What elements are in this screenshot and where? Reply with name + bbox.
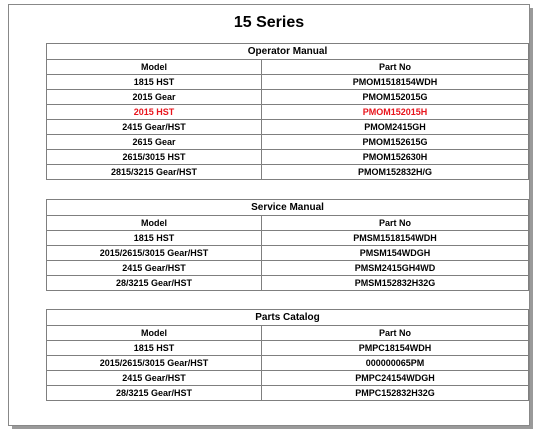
- service-manual-table: [46, 199, 529, 291]
- table-row: [47, 246, 529, 261]
- column-header-part-no: Part No: [262, 216, 529, 231]
- model-cell: 2015/2615/3015 Gear/HST: [47, 246, 262, 261]
- model-cell: 2015 Gear: [47, 90, 262, 105]
- part-no-cell: PMSM154WDGH: [262, 246, 529, 261]
- table-row: [47, 75, 529, 90]
- part-no-cell: PMOM152015H: [262, 105, 529, 120]
- table-row: [47, 356, 529, 371]
- model-cell: 28/3215 Gear/HST: [47, 386, 262, 401]
- part-no-cell: PMOM152832H/G: [262, 165, 529, 180]
- model-cell: 2415 Gear/HST: [47, 261, 262, 276]
- model-cell: 2415 Gear/HST: [47, 371, 262, 386]
- part-no-cell: PMPC18154WDH: [262, 341, 529, 356]
- table-row: [47, 120, 529, 135]
- table-row: [47, 386, 529, 401]
- page-title: 15 Series: [233, 14, 305, 31]
- column-header-row: [47, 60, 529, 75]
- table-row: [47, 341, 529, 356]
- section-heading: Service Manual: [47, 200, 529, 216]
- part-no-cell: PMOM1518154WDH: [262, 75, 529, 90]
- part-no-cell: PMOM152630H: [262, 150, 529, 165]
- table-row: [47, 105, 529, 120]
- part-no-cell: PMSM152832H32G: [262, 276, 529, 291]
- table-row: [47, 90, 529, 105]
- frame-shadow-bottom: [12, 426, 533, 429]
- table-row: [47, 276, 529, 291]
- part-no-cell: PMSM1518154WDH: [262, 231, 529, 246]
- model-cell: 2615/3015 HST: [47, 150, 262, 165]
- section-heading: Parts Catalog: [47, 310, 529, 326]
- model-cell: 2415 Gear/HST: [47, 120, 262, 135]
- model-cell: 2015/2615/3015 Gear/HST: [47, 356, 262, 371]
- table-row: [47, 165, 529, 180]
- part-no-cell: PMSM2415GH4WD: [262, 261, 529, 276]
- column-header-row: [47, 326, 529, 341]
- column-header-model: Model: [47, 60, 262, 75]
- model-cell: 28/3215 Gear/HST: [47, 276, 262, 291]
- table-row: [47, 150, 529, 165]
- parts-catalog-table: [46, 309, 529, 401]
- column-header-model: Model: [47, 326, 262, 341]
- table-row: [47, 231, 529, 246]
- column-header-row: [47, 216, 529, 231]
- column-header-part-no: Part No: [262, 60, 529, 75]
- table-heading-row: [47, 44, 529, 60]
- model-cell: 1815 HST: [47, 231, 262, 246]
- column-header-model: Model: [47, 216, 262, 231]
- part-no-cell: 000000065PM: [262, 356, 529, 371]
- model-cell: 2015 HST: [47, 105, 262, 120]
- model-cell: 2815/3215 Gear/HST: [47, 165, 262, 180]
- model-cell: 1815 HST: [47, 75, 262, 90]
- table-heading-row: [47, 200, 529, 216]
- part-no-cell: PMPC152832H32G: [262, 386, 529, 401]
- operator-manual-table: [46, 43, 529, 180]
- table-row: [47, 261, 529, 276]
- part-no-cell: PMOM152615G: [262, 135, 529, 150]
- part-no-cell: PMOM2415GH: [262, 120, 529, 135]
- table-heading-row: [47, 310, 529, 326]
- part-no-cell: PMPC24154WDGH: [262, 371, 529, 386]
- table-row: [47, 371, 529, 386]
- frame-shadow-right: [530, 8, 533, 429]
- column-header-part-no: Part No: [262, 326, 529, 341]
- model-cell: 1815 HST: [47, 341, 262, 356]
- table-row: [47, 135, 529, 150]
- section-heading: Operator Manual: [47, 44, 529, 60]
- model-cell: 2615 Gear: [47, 135, 262, 150]
- part-no-cell: PMOM152015G: [262, 90, 529, 105]
